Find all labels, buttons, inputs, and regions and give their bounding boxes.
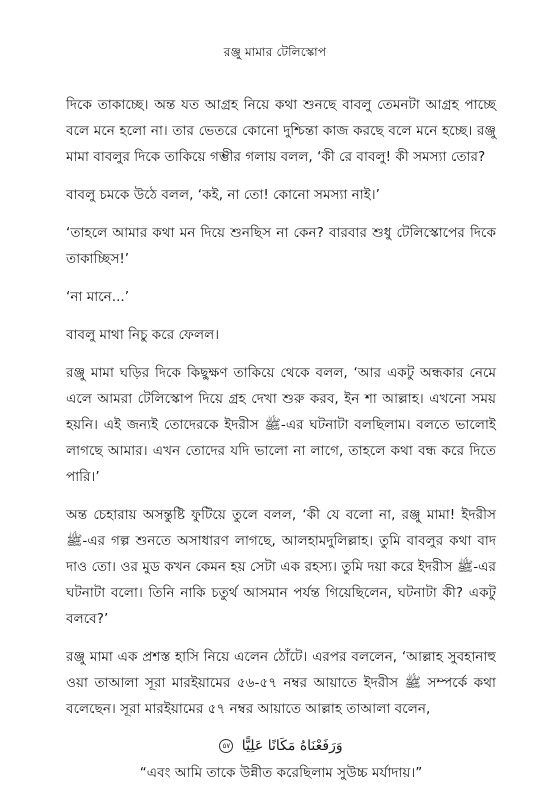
- paragraph: বাবলু মাথা নিচু করে ফেলল।: [66, 327, 220, 343]
- quran-verse: [66, 734, 496, 758]
- running-head: রঞ্জু মামার টেলিস্কোপ: [223, 45, 327, 59]
- paragraph: ‘তাহলে আমার কথা মন দিয়ে শুনছিস না কেন? বারবার শুধু টেলিস্কোপের দিকে তাকাচ্ছিস!’: [66, 225, 496, 267]
- paragraph: বাবলু চমকে উঠে বলল, ‘কই, না তো! কোনো সমস্যা নাই।’: [66, 187, 380, 203]
- paragraph: ‘না মানে...’: [66, 289, 130, 305]
- verse-arabic: وَرَفَعْنَاهُ مَكَانًا عَلِيًّا: [241, 738, 343, 754]
- paragraph: রঞ্জু মামা ঘড়ির দিকে কিছুক্ষণ তাকিয়ে থেকে বলল, ‘আর একটু অন্ধকার নেমে এলে আমরা টেলিস্কোপ দিয়ে গ্রহ দেখা শুরু করব, ইন শা আল্লাহ। এখনো সময় হয়নি। এই জন্যই তোদেরকে ইদরীস ﷺ-এর ঘটনাটা বলছিলাম। বলতে ভালোই লাগছে আমার। এখন তোদের যদি ভালো না লাগে, তাহলে কথা বন্ধ করে দিতে পারি।’: [66, 365, 496, 485]
- page-body: [66, 92, 496, 798]
- verse-translation: “এবং আমি তাকে উন্নীত করেছিলাম সুউচ্চ মর্যাদায়।”: [139, 765, 423, 781]
- paragraph: দিকে তাকাচ্ছে। অন্ত যত আগ্রহ নিয়ে কথা শুনছে বাবলু তেমনটা আগ্রহ পাচ্ছে বলে মনে হলো না। তার ভেতরে কোনো দুশ্চিন্তা কাজ করছে বলে মনে হচ্ছে। রঞ্জু মামা বাবলুর দিকে তাকিয়ে গম্ভীর গলায় বলল, ‘কী রে বাবলু! কী সমস্যা তোর?: [66, 97, 496, 165]
- paragraph: অন্ত চেহারায় অসন্তুষ্টি ফুটিয়ে তুলে বলল, ‘কী যে বলো না, রঞ্জু মামা! ইদরীস ﷺ-এর গল্প শুনতে অসাধারণ লাগছে, আলহামদুলিল্লাহ। তুমি বাবলুর কথা বাদ দাও তো। ওর মুড কখন কেমন হয় সেটা এক রহস্য। তুমি দয়া করে ইদরীস ﷺ-এর ঘটনাটা বলো। তিনি নাকি চতুর্থ আসমান পর্যন্ত গিয়েছিলেন, ঘটনাটা কী? একটু বলবে?’: [66, 507, 496, 627]
- verse-number-mark: ٥٧: [219, 739, 233, 753]
- paragraph: রঞ্জু মামা এক প্রশস্ত হাসি নিয়ে এলেন ঠোঁটে। এরপর বললেন, ‘আল্লাহ সুবহানাহু ওয়া তাআলা সূরা মারইয়ামের ৫৬-৫৭ নম্বর আয়াতে ইদরীস ﷺ সম্পর্কে কথা বলেছেন। সূরা মারইয়ামের ৫৭ নম্বর আয়াতে আল্লাহ তাআলা বলেন,: [66, 649, 496, 717]
